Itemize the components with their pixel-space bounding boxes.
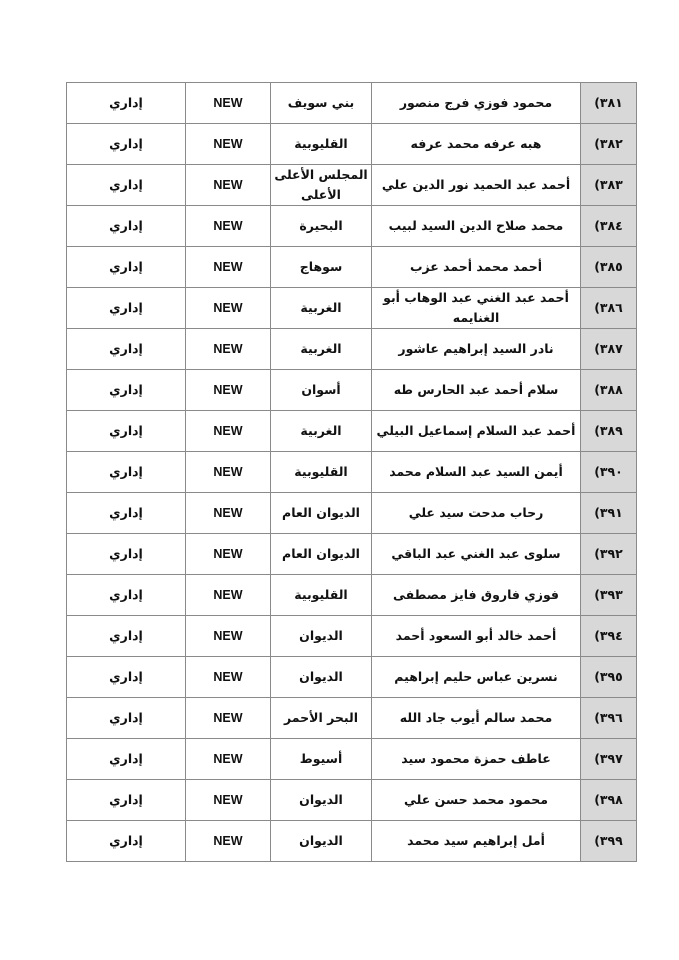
job-type: إداري xyxy=(67,206,186,247)
table-row xyxy=(67,534,637,575)
table-row xyxy=(67,657,637,698)
row-number: ٣٨٦) xyxy=(581,288,637,329)
table-row xyxy=(67,821,637,862)
roster-body xyxy=(67,83,637,862)
row-number: ٣٩٦) xyxy=(581,698,637,739)
employee-name: أحمد عبد الغني عبد الوهاب أبو الغنايمه xyxy=(372,288,581,329)
status-label: NEW xyxy=(186,780,271,821)
job-type: إداري xyxy=(67,616,186,657)
governorate: أسيوط xyxy=(271,739,372,780)
job-type: إداري xyxy=(67,411,186,452)
status-label: NEW xyxy=(186,452,271,493)
status-label: NEW xyxy=(186,411,271,452)
job-type: إداري xyxy=(67,780,186,821)
employee-name: سلوى عبد الغني عبد الباقي xyxy=(372,534,581,575)
governorate: الديوان xyxy=(271,821,372,862)
employee-name: هبه عرفه محمد عرفه xyxy=(372,124,581,165)
job-type: إداري xyxy=(67,575,186,616)
job-type: إداري xyxy=(67,698,186,739)
employee-name: أيمن السيد عبد السلام محمد xyxy=(372,452,581,493)
employee-name: محمد صلاح الدين السيد لبيب xyxy=(372,206,581,247)
status-label: NEW xyxy=(186,575,271,616)
governorate: البحر الأحمر xyxy=(271,698,372,739)
row-number: ٣٨١) xyxy=(581,83,637,124)
table-row xyxy=(67,411,637,452)
job-type: إداري xyxy=(67,739,186,780)
status-label: NEW xyxy=(186,124,271,165)
table-row xyxy=(67,83,637,124)
table-row xyxy=(67,739,637,780)
status-label: NEW xyxy=(186,698,271,739)
status-label: NEW xyxy=(186,657,271,698)
job-type: إداري xyxy=(67,370,186,411)
row-number: ٣٨٩) xyxy=(581,411,637,452)
employee-name: محمود محمد حسن علي xyxy=(372,780,581,821)
status-label: NEW xyxy=(186,329,271,370)
table-row xyxy=(67,206,637,247)
employee-name: عاطف حمزة محمود سيد xyxy=(372,739,581,780)
table-row xyxy=(67,616,637,657)
status-label: NEW xyxy=(186,247,271,288)
governorate: الديوان xyxy=(271,616,372,657)
table-row xyxy=(67,493,637,534)
job-type: إداري xyxy=(67,821,186,862)
status-label: NEW xyxy=(186,370,271,411)
job-type: إداري xyxy=(67,329,186,370)
table-row xyxy=(67,575,637,616)
governorate: سوهاج xyxy=(271,247,372,288)
status-label: NEW xyxy=(186,739,271,780)
row-number: ٣٨٨) xyxy=(581,370,637,411)
row-number: ٣٩١) xyxy=(581,493,637,534)
governorate: القليوبية xyxy=(271,452,372,493)
status-label: NEW xyxy=(186,821,271,862)
employee-name: سلام أحمد عبد الحارس طه xyxy=(372,370,581,411)
table-row xyxy=(67,452,637,493)
employee-name: نادر السيد إبراهيم عاشور xyxy=(372,329,581,370)
job-type: إداري xyxy=(67,493,186,534)
governorate: أسوان xyxy=(271,370,372,411)
job-type: إداري xyxy=(67,247,186,288)
row-number: ٣٨٤) xyxy=(581,206,637,247)
governorate: المجلس الأعلى الأعلى xyxy=(271,165,372,206)
job-type: إداري xyxy=(67,165,186,206)
governorate: القليوبية xyxy=(271,575,372,616)
row-number: ٣٨٧) xyxy=(581,329,637,370)
row-number: ٣٩٤) xyxy=(581,616,637,657)
row-number: ٣٩٢) xyxy=(581,534,637,575)
row-number: ٣٩٠) xyxy=(581,452,637,493)
table-row xyxy=(67,370,637,411)
status-label: NEW xyxy=(186,165,271,206)
employee-name: أحمد محمد أحمد عزب xyxy=(372,247,581,288)
row-number: ٣٩٣) xyxy=(581,575,637,616)
job-type: إداري xyxy=(67,534,186,575)
governorate: بني سويف xyxy=(271,83,372,124)
governorate: الغربية xyxy=(271,329,372,370)
job-type: إداري xyxy=(67,124,186,165)
status-label: NEW xyxy=(186,288,271,329)
roster-table xyxy=(66,82,637,862)
governorate: الغربية xyxy=(271,411,372,452)
status-label: NEW xyxy=(186,493,271,534)
status-label: NEW xyxy=(186,616,271,657)
governorate: الديوان العام xyxy=(271,493,372,534)
employee-name: أحمد خالد أبو السعود أحمد xyxy=(372,616,581,657)
employee-name: أحمد عبد الحميد نور الدين علي xyxy=(372,165,581,206)
employee-name: محمد سالم أيوب جاد الله xyxy=(372,698,581,739)
row-number: ٣٩٥) xyxy=(581,657,637,698)
row-number: ٣٩٨) xyxy=(581,780,637,821)
status-label: NEW xyxy=(186,206,271,247)
job-type: إداري xyxy=(67,288,186,329)
employee-name: فوزي فاروق فايز مصطفى xyxy=(372,575,581,616)
table-row xyxy=(67,247,637,288)
employee-name: أمل إبراهيم سيد محمد xyxy=(372,821,581,862)
employee-name: محمود فوزي فرج منصور xyxy=(372,83,581,124)
employee-name: نسرين عباس حليم إبراهيم xyxy=(372,657,581,698)
governorate: القليوبية xyxy=(271,124,372,165)
table-row xyxy=(67,165,637,206)
table-row xyxy=(67,329,637,370)
row-number: ٣٨٣) xyxy=(581,165,637,206)
employee-name: رحاب مدحت سيد علي xyxy=(372,493,581,534)
table-row xyxy=(67,124,637,165)
governorate: الديوان xyxy=(271,780,372,821)
governorate: الديوان xyxy=(271,657,372,698)
row-number: ٣٨٥) xyxy=(581,247,637,288)
table-row xyxy=(67,698,637,739)
status-label: NEW xyxy=(186,534,271,575)
row-number: ٣٩٧) xyxy=(581,739,637,780)
table-row xyxy=(67,288,637,329)
governorate: الغربية xyxy=(271,288,372,329)
job-type: إداري xyxy=(67,657,186,698)
row-number: ٣٨٢) xyxy=(581,124,637,165)
employee-name: أحمد عبد السلام إسماعيل البيلي xyxy=(372,411,581,452)
status-label: NEW xyxy=(186,83,271,124)
governorate: الديوان العام xyxy=(271,534,372,575)
table-row xyxy=(67,780,637,821)
row-number: ٣٩٩) xyxy=(581,821,637,862)
job-type: إداري xyxy=(67,452,186,493)
job-type: إداري xyxy=(67,83,186,124)
governorate: البحيرة xyxy=(271,206,372,247)
